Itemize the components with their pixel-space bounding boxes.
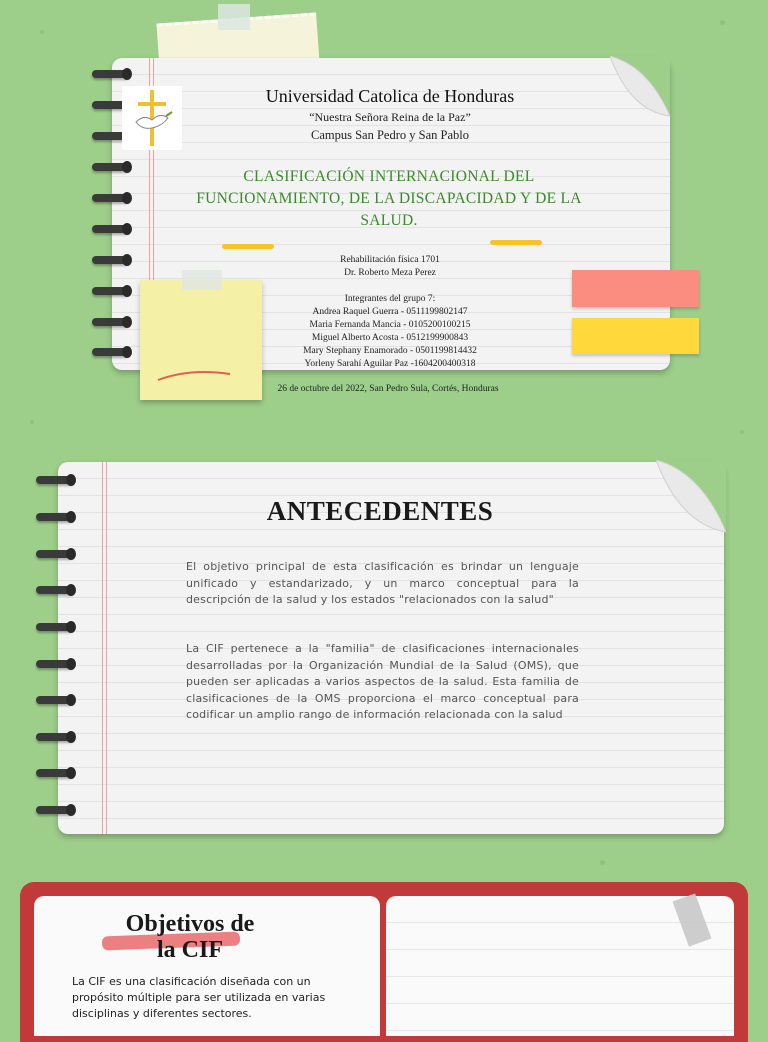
background-dot — [600, 860, 605, 865]
title-line-1: CLASIFICACIÓN INTERNACIONAL DEL — [243, 168, 535, 185]
sticky-tab-pink — [572, 270, 699, 307]
university-motto: “Nuestra Señora Reina de la Paz” — [309, 110, 471, 124]
paragraph-1: El objetivo principal de esta clasificación es brindar un lenguaje unificado y estandarizado, y un marco conceptual para la descripción de la salud y los estados "relacionados con la salud" — [186, 560, 579, 606]
campus-name: Campus San Pedro y San Pablo — [311, 128, 469, 142]
title-line-3: SALUD. — [360, 212, 418, 229]
page-curl — [600, 56, 672, 126]
member-item: Yorleny Sarahí Aguilar Paz -1604200400318 — [304, 359, 476, 369]
member-item: Andrea Raquel Guerra - 0511199802147 — [312, 307, 468, 317]
objectives-heading-line-2: la CIF — [157, 937, 223, 963]
objectives-heading — [100, 911, 280, 963]
member-item: Maria Fernanda Mancia - 0105200100215 — [309, 320, 471, 330]
background-dot — [40, 30, 44, 34]
sticky-note-yellow — [140, 280, 262, 400]
course-name: Rehabilitación física 1701 — [340, 255, 440, 265]
highlight-stroke — [222, 244, 274, 249]
objectives-text: La CIF es una clasificación diseñada con un propósito múltiple para ser utilizada en varias disciplinas y diferentes sectores. — [72, 975, 326, 1020]
university-logo — [122, 86, 182, 150]
page-curl — [646, 460, 726, 540]
sticky-tab-yellow — [572, 318, 699, 354]
member-item: Miguel Alberto Acosta - 0512199900843 — [311, 333, 469, 343]
members-list — [270, 306, 510, 371]
tape-strip — [182, 270, 222, 290]
members-heading: Integrantes del grupo 7: — [344, 294, 436, 304]
member-item: Mary Stephany Enamorado - 0501199814432 — [303, 346, 477, 356]
document-title — [150, 166, 628, 232]
teacher-name: Dr. Roberto Meza Perez — [344, 268, 436, 278]
date-place: 26 de octubre del 2022, San Pedro Sula, Cortés, Honduras — [277, 384, 499, 394]
section-heading: ANTECEDENTES — [266, 496, 494, 526]
background-dot — [720, 20, 725, 25]
margin-line — [106, 462, 107, 834]
margin-line — [102, 462, 103, 834]
highlight-stroke — [490, 240, 542, 245]
objectives-heading-line-1: Objetivos de — [125, 911, 255, 937]
paragraph-2: La CIF pertenece a la "familia" de clasificaciones internacionales desarrolladas por la Organización Mundial de la Salud (OMS), que pueden ser aplicadas a varios aspectos de la salud. Esta familia de clasificaciones de la OMS proporciona el marco conceptual para codificar un amplio rango de información relacionada con la salud — [186, 642, 579, 721]
title-line-2: FUNCIONAMIENTO, DE LA DISCAPACIDAD Y DE LA — [196, 190, 582, 207]
university-name: Universidad Catolica de Honduras — [265, 86, 515, 106]
background-dot — [740, 430, 744, 434]
tape-strip — [218, 4, 250, 30]
background-dot — [30, 420, 34, 424]
